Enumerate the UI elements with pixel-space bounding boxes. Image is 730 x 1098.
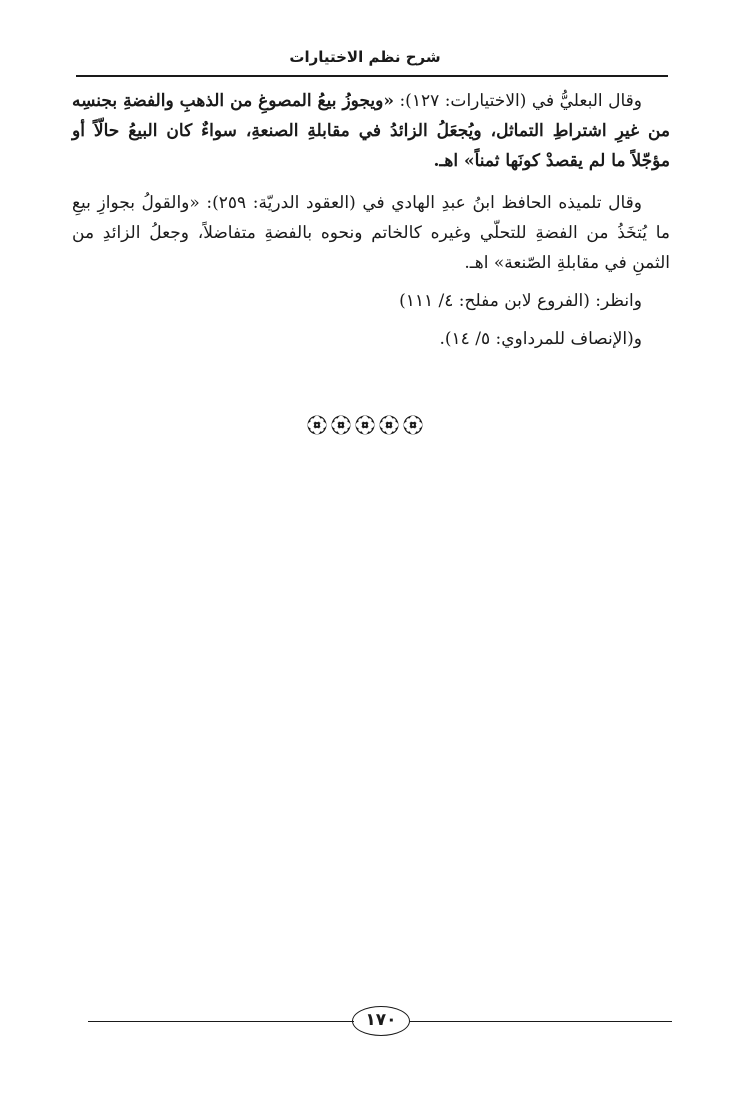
rosette-icon: [332, 416, 351, 435]
paragraph-baali: [72, 86, 670, 176]
footer-rule-right: [410, 1021, 672, 1022]
reference-insaf: و(الإنصاف للمرداوي: ٥/ ١٤).: [439, 329, 642, 349]
section-end-ornaments: [0, 412, 730, 442]
paragraph-ibn-abd-alhadi: وقال تلميذه الحافظ ابنُ عبدِ الهادي في (العقود الدريّة: ٢٥٩): «والقولُ بجوازِ بيعِ ما يُتخَذُ من الفضةِ للتحلّي وغيره كالخاتم ونحوه بالفضةِ متفاضلاً، وجعلُ الزائدِ من الثمنِ في مقابلةِ الصّنعة» اهـ.: [72, 193, 670, 273]
page-body: [72, 86, 670, 354]
paragraph-baali-quote: «ويجوزُ بيعُ المصوغِ من الذهبِ والفضةِ بجنسِه من غيرِ اشتراطِ التماثل، ويُجعَلُ الزائدُ في مقابلةِ الصنعةِ، سواءٌ كان البيعُ حالّاً أو مؤجّلاً ما لم يقصدْ كونَها ثمناً» اهـ.: [72, 91, 670, 171]
header-divider: [76, 75, 668, 77]
footer-rule-left: [88, 1021, 354, 1022]
rosette-icon: [308, 416, 327, 435]
rosette-icon: [404, 416, 423, 435]
rosette-row: [306, 412, 424, 438]
rosette-icon: [356, 416, 375, 435]
rosette-icon: [380, 416, 399, 435]
reference-furu: وانظر: (الفروع لابن مفلح: ٤/ ١١١): [399, 291, 642, 311]
running-head-title: شرح نظم الاختيارات: [289, 48, 441, 66]
paragraph-baali-intro: وقال البعليُّ في (الاختيارات: ١٢٧):: [393, 91, 642, 111]
page-number: ١٧٠: [352, 1006, 410, 1036]
